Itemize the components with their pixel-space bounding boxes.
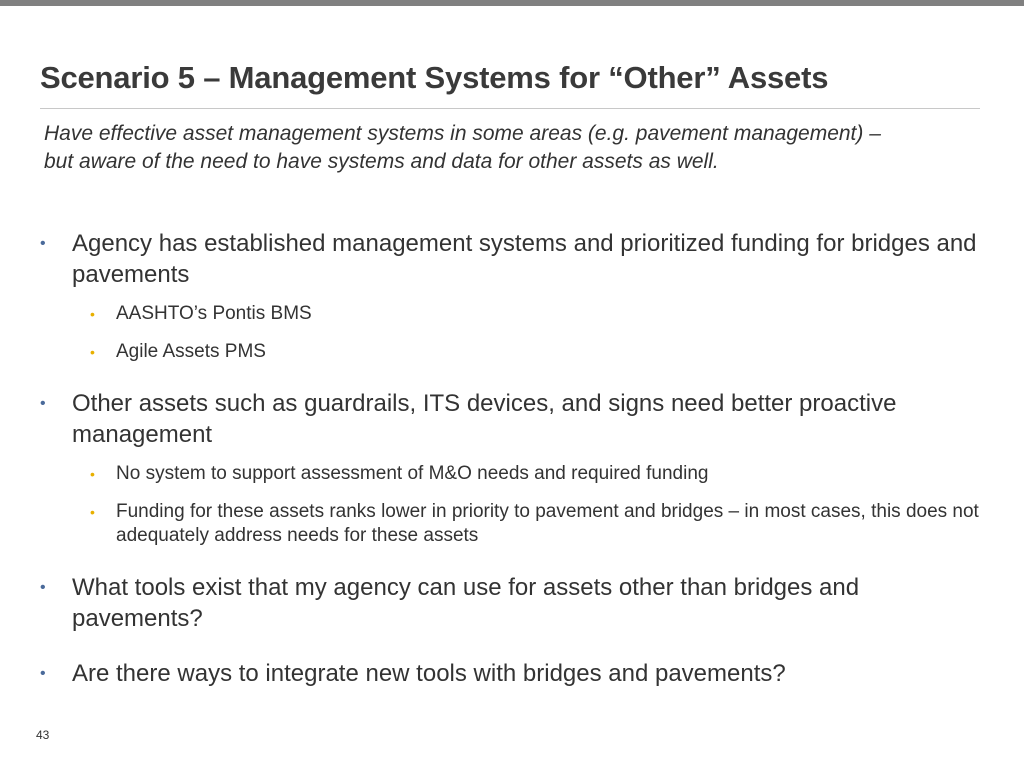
- sub-bullet-dot-icon: •: [90, 306, 95, 322]
- sub-bullet-text: No system to support assessment of M&O needs and required funding: [116, 463, 709, 484]
- slide-subtitle: Have effective asset management systems in some areas (e.g. pavement management) – but aware of the need to have systems and data for other assets as well.: [44, 122, 881, 173]
- sub-bullet-item: [72, 500, 980, 548]
- slide-title: Scenario 5 – Management Systems for “Other” Assets: [40, 60, 829, 95]
- bullet-dot-icon: •: [40, 395, 46, 412]
- title-divider: [40, 108, 980, 109]
- bullet-item-2: [40, 388, 980, 548]
- sub-bullet-list: [72, 462, 980, 548]
- sub-bullet-item: [72, 340, 980, 364]
- bullet-text: Agency has established management systems and prioritized funding for bridges and pavements: [72, 230, 977, 288]
- top-bar: [0, 0, 1024, 6]
- sub-bullet-dot-icon: •: [90, 466, 95, 482]
- bullet-item-4: [40, 658, 980, 689]
- bullet-dot-icon: •: [40, 235, 46, 252]
- sub-bullet-text: Agile Assets PMS: [116, 341, 266, 362]
- bullet-item-3: [40, 572, 980, 634]
- bullet-text: What tools exist that my agency can use for assets other than bridges and pavements?: [72, 574, 860, 632]
- sub-bullet-list: [72, 302, 980, 364]
- bullet-item-1: [40, 228, 980, 364]
- bullet-dot-icon: •: [40, 665, 46, 682]
- sub-bullet-dot-icon: •: [90, 504, 95, 520]
- sub-bullet-dot-icon: •: [90, 344, 95, 360]
- sub-bullet-text: AASHTO’s Pontis BMS: [116, 303, 312, 324]
- bullet-text: Are there ways to integrate new tools with bridges and pavements?: [72, 660, 786, 687]
- bullet-text: Other assets such as guardrails, ITS devices, and signs need better proactive management: [72, 390, 897, 448]
- sub-bullet-item: [72, 302, 980, 326]
- bullet-dot-icon: •: [40, 579, 46, 596]
- sub-bullet-text: Funding for these assets ranks lower in priority to pavement and bridges – in most cases, this does not adequately address needs for these assets: [116, 501, 979, 546]
- bullet-list: [40, 228, 980, 713]
- page-number: 43: [36, 728, 50, 742]
- sub-bullet-item: [72, 462, 980, 486]
